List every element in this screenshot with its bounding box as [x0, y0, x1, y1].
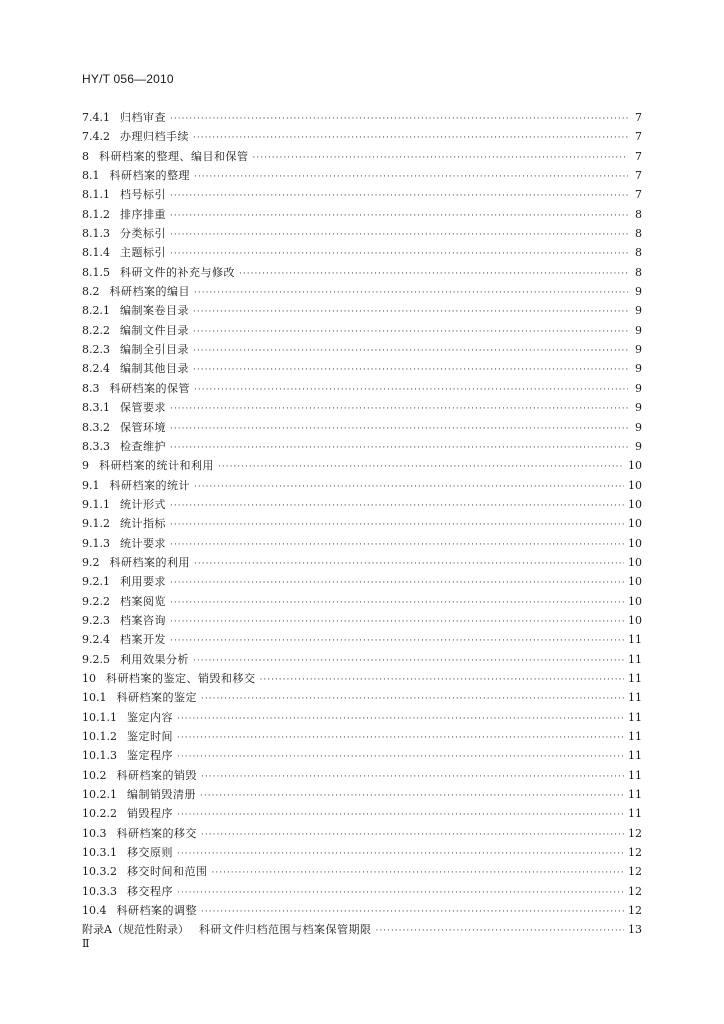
toc-dot-leader: [170, 400, 628, 419]
toc-entry-page: 8: [635, 246, 642, 260]
toc-entry: [82, 263, 642, 282]
toc-entry-page: 9: [635, 343, 642, 357]
toc-dot-leader: [170, 226, 628, 245]
toc-dot-leader: [170, 420, 628, 439]
toc-entry-number: 9.1.2: [82, 517, 110, 531]
toc-entry-title: 排序排重: [120, 207, 166, 221]
toc-entry-page: 9: [635, 362, 642, 376]
toc-entry-title: 检查维护: [120, 439, 166, 453]
toc-entry-title: 档案开发: [120, 633, 166, 647]
toc-entry-page: 7: [635, 130, 642, 144]
toc-entry-number: 8.1: [82, 169, 100, 183]
toc-entry-page: 10: [628, 517, 642, 531]
toc-entry: [82, 321, 642, 340]
toc-entry-number: 8.2.3: [82, 343, 110, 357]
toc-entry: [82, 205, 642, 224]
toc-entry-page: 10: [628, 497, 642, 511]
toc-entry-title: 科研档案的编目: [109, 285, 190, 299]
toc-entry-title: 科研档案的整理、编目和保管: [99, 149, 249, 163]
toc-entry-title: 编制其他目录: [120, 362, 189, 376]
toc-dot-leader: [170, 594, 624, 613]
toc-entry-title: 科研档案的移交: [116, 826, 197, 840]
toc-entry-page: 11: [628, 768, 642, 782]
toc-entry: [82, 495, 642, 514]
toc-entry-number: 9.2.5: [82, 652, 110, 666]
toc-entry-number: 10.2: [82, 768, 107, 782]
toc-entry-number: 8.1.4: [82, 246, 110, 260]
toc-entry-page: 13: [628, 923, 642, 937]
toc-entry-number: 9.2.3: [82, 613, 110, 627]
toc-dot-leader: [253, 149, 629, 168]
toc-entry-title: 办理归档手续: [120, 130, 189, 144]
toc-entry-page: 10: [628, 594, 642, 608]
toc-entry-title: 科研档案的统计: [109, 478, 190, 492]
toc-entry-title: 编制全引目录: [120, 343, 189, 357]
toc-entry-number: 8.1.3: [82, 227, 110, 241]
toc-entry-title: 编制文件目录: [120, 323, 189, 337]
toc-entry: [82, 592, 642, 611]
toc-dot-leader: [177, 729, 624, 748]
toc-entry-page: 8: [635, 227, 642, 241]
toc-dot-leader: [200, 787, 624, 806]
toc-entry: [82, 650, 642, 669]
toc-entry: [82, 398, 642, 417]
toc-dot-leader: [239, 265, 628, 284]
toc-dot-leader: [170, 613, 624, 632]
toc-entry-page: 9: [635, 401, 642, 415]
toc-entry-number: 8.1.5: [82, 265, 110, 279]
toc-entry: [82, 476, 642, 495]
toc-entry: [82, 359, 642, 378]
toc-entry-page: 11: [628, 788, 642, 802]
toc-entry-number: 8.3.2: [82, 420, 110, 434]
toc-entry-title: 科研文件归档范围与档案保管期限: [198, 923, 372, 937]
toc-entry-title: 利用效果分析: [120, 652, 189, 666]
toc-entry-title: 统计要求: [120, 536, 166, 550]
toc-entry-page: 7: [635, 169, 642, 183]
toc-entry-title: 鉴定时间: [127, 730, 173, 743]
toc-entry-page: 9: [635, 285, 642, 299]
toc-dot-leader: [170, 187, 628, 206]
toc-entry-page: 7: [635, 188, 642, 202]
toc-entry-page: 11: [628, 671, 642, 685]
toc-entry-number: 10.3.3: [82, 884, 117, 898]
toc-entry-number: 8.3.1: [82, 401, 110, 415]
toc-entry-title: 档案咨询: [120, 613, 166, 627]
toc-entry: [82, 185, 642, 204]
toc-entry-page: 10: [628, 536, 642, 550]
toc-entry-title: 编制销毁清册: [127, 788, 196, 802]
toc-entry-title: 科研档案的鉴定: [116, 691, 197, 705]
toc-entry-title: 统计指标: [120, 517, 166, 531]
toc-dot-leader: [177, 748, 624, 767]
toc-entry-page: 11: [628, 710, 642, 724]
toc-entry-title: 科研档案的统计和利用: [99, 459, 214, 473]
toc-entry: [82, 746, 642, 765]
toc-entry-number: 10.1.1: [82, 710, 117, 724]
toc-entry-number: 7.4.2: [82, 130, 110, 144]
toc-entry-number: 8.2.4: [82, 362, 110, 376]
toc-entry: [82, 727, 642, 746]
toc-dot-leader: [177, 884, 624, 903]
toc-dot-leader: [177, 806, 624, 825]
toc-entry-number: 9.1.3: [82, 536, 110, 550]
toc-dot-leader: [177, 845, 624, 864]
toc-entry-page: 8: [635, 207, 642, 221]
toc-entry-title: 主题标引: [120, 246, 166, 260]
toc-dot-leader: [170, 439, 628, 458]
toc-entry-title: 科研档案的保管: [109, 381, 190, 395]
toc-entry-number: 10.3.2: [82, 865, 117, 879]
toc-entry-title: 科研档案的整理: [109, 169, 190, 183]
toc-dot-leader: [170, 516, 624, 535]
toc-dot-leader: [260, 671, 625, 690]
toc-entry-number: 9: [82, 459, 89, 473]
toc-entry-number: 7.4.1: [82, 111, 110, 124]
toc-entry-title: 档案阅览: [120, 594, 166, 608]
toc-entry: [82, 224, 642, 243]
toc-entry-title: 移交时间和范围: [127, 865, 208, 879]
toc-entry-number: 8.3: [82, 381, 100, 395]
toc-entry-number: 9.2.2: [82, 594, 110, 608]
toc-dot-leader: [218, 458, 624, 477]
toc-entry-title: 科研档案的利用: [109, 555, 190, 569]
toc-entry: [82, 166, 642, 185]
toc-entry-page: 7: [635, 149, 642, 163]
toc-entry-page: 11: [628, 691, 642, 705]
toc-entry: [82, 901, 642, 920]
toc-entry-number: 10.4: [82, 904, 107, 918]
toc-dot-leader: [193, 361, 628, 380]
toc-entry: [82, 611, 642, 630]
toc-entry-title: 鉴定内容: [127, 710, 173, 724]
toc-entry: [82, 862, 642, 881]
toc-entry: [82, 108, 642, 127]
toc-dot-leader: [201, 768, 624, 787]
toc-entry-title: 归档审查: [120, 111, 166, 124]
toc-entry-title: 鉴定程序: [127, 749, 173, 763]
toc-entry-title: 保管环境: [120, 420, 166, 434]
toc-entry-number: 附录A（规范性附录）: [82, 923, 189, 937]
toc-dot-leader: [170, 110, 628, 129]
toc-dot-leader: [170, 497, 624, 516]
toc-entry-page: 10: [628, 575, 642, 589]
toc-entry: [82, 785, 642, 804]
toc-entry-number: 10.1.2: [82, 730, 117, 743]
toc-entry: [82, 437, 642, 456]
toc-entry-number: 10.2.2: [82, 807, 117, 821]
toc-entry-page: 11: [628, 633, 642, 647]
toc-entry: [82, 920, 642, 939]
toc-entry-page: 11: [628, 652, 642, 666]
toc-entry-number: 8.2.2: [82, 323, 110, 337]
toc-dot-leader: [177, 710, 624, 729]
toc-entry: [82, 282, 642, 301]
toc-dot-leader: [193, 323, 628, 342]
toc-entry-page: 11: [628, 749, 642, 763]
toc-entry-number: 10.1: [82, 691, 107, 705]
toc-entry-title: 科研文件的补充与修改: [120, 265, 235, 279]
toc-entry: [82, 340, 642, 359]
toc-entry-number: 8.3.3: [82, 439, 110, 453]
toc-entry: [82, 553, 642, 572]
toc-entry-page: 12: [628, 884, 642, 898]
page-number: Ⅱ: [82, 937, 90, 950]
toc-dot-leader: [193, 342, 628, 361]
toc-entry-title: 移交原则: [127, 846, 173, 860]
toc-entry-title: 科研档案的鉴定、销毁和移交: [106, 671, 256, 685]
toc-entry: [82, 804, 642, 823]
toc-dot-leader: [375, 922, 624, 941]
toc-dot-leader: [170, 632, 624, 651]
toc-entry-number: 9.2.1: [82, 575, 110, 589]
toc-entry-number: 9.2.4: [82, 633, 110, 647]
toc-entry-page: 11: [628, 730, 642, 743]
toc-entry: [82, 669, 642, 688]
toc-dot-leader: [201, 826, 624, 845]
toc-entry-title: 统计形式: [120, 497, 166, 511]
toc-entry-number: 10.2.1: [82, 788, 117, 802]
toc-entry-title: 保管要求: [120, 401, 166, 415]
toc-dot-leader: [170, 536, 624, 555]
toc-entry-title: 利用要求: [120, 575, 166, 589]
toc-entry: [82, 418, 642, 437]
toc-dot-leader: [194, 478, 624, 497]
toc-entry-page: 10: [628, 478, 642, 492]
toc-dot-leader: [170, 245, 628, 264]
toc-entry: [82, 630, 642, 649]
toc-entry-title: 科研档案的销毁: [116, 768, 197, 782]
toc-entry-title: 销毁程序: [127, 807, 173, 821]
toc-entry-page: 9: [635, 420, 642, 434]
toc-entry-number: 9.1.1: [82, 497, 110, 511]
toc-entry: [82, 882, 642, 901]
toc-dot-leader: [170, 207, 628, 226]
toc-dot-leader: [170, 574, 624, 593]
toc-entry: [82, 127, 642, 146]
toc-entry: [82, 766, 642, 785]
toc-entry-page: 11: [628, 807, 642, 821]
toc-entry-number: 9.2: [82, 555, 100, 569]
toc-entry-number: 8.2.1: [82, 304, 110, 318]
toc-entry: [82, 514, 642, 533]
toc-dot-leader: [194, 168, 628, 187]
document-code: HY/T 056—2010: [82, 72, 174, 86]
toc-entry-page: 10: [628, 459, 642, 473]
toc-dot-leader: [193, 303, 628, 322]
toc-entry: [82, 243, 642, 262]
toc-entry-page: 12: [628, 865, 642, 879]
toc-entry-page: 9: [635, 439, 642, 453]
toc-entry: [82, 824, 642, 843]
toc-entry-title: 编制案卷目录: [120, 304, 189, 318]
toc-entry-number: 10.3.1: [82, 846, 117, 860]
toc-entry-page: 10: [628, 613, 642, 627]
toc-entry-number: 10: [82, 671, 96, 685]
toc-entry-title: 科研档案的调整: [116, 904, 197, 918]
toc-entry-title: 分类标引: [120, 227, 166, 241]
toc-entry: [82, 843, 642, 862]
toc-entry-page: 8: [635, 265, 642, 279]
toc-entry: [82, 688, 642, 707]
table-of-contents: [82, 108, 642, 940]
toc-entry-page: 9: [635, 381, 642, 395]
toc-dot-leader: [194, 555, 624, 574]
toc-entry-page: 12: [628, 846, 642, 860]
toc-entry-page: 9: [635, 304, 642, 318]
toc-entry-number: 10.3: [82, 826, 107, 840]
toc-entry: [82, 456, 642, 475]
toc-dot-leader: [201, 690, 624, 709]
toc-entry-number: 10.1.3: [82, 749, 117, 763]
toc-entry-page: 12: [628, 904, 642, 918]
toc-entry: [82, 534, 642, 553]
toc-entry-number: 8.2: [82, 285, 100, 299]
toc-entry-number: 8: [82, 149, 89, 163]
toc-entry-number: 8.1.1: [82, 188, 110, 202]
toc-entry: [82, 301, 642, 320]
toc-entry-number: 9.1: [82, 478, 100, 492]
toc-entry-number: 8.1.2: [82, 207, 110, 221]
toc-entry: [82, 708, 642, 727]
toc-dot-leader: [194, 284, 628, 303]
toc-dot-leader: [194, 381, 628, 400]
toc-entry-page: 10: [628, 555, 642, 569]
toc-entry-page: 7: [635, 111, 642, 124]
toc-dot-leader: [193, 652, 624, 671]
toc-entry: [82, 147, 642, 166]
toc-entry: [82, 379, 642, 398]
toc-entry-page: 9: [635, 323, 642, 337]
toc-dot-leader: [193, 129, 628, 148]
toc-entry-page: 12: [628, 826, 642, 840]
toc-entry-title: 档号标引: [120, 188, 166, 202]
toc-entry: [82, 572, 642, 591]
toc-entry-title: 移交程序: [127, 884, 173, 898]
toc-dot-leader: [212, 864, 625, 883]
